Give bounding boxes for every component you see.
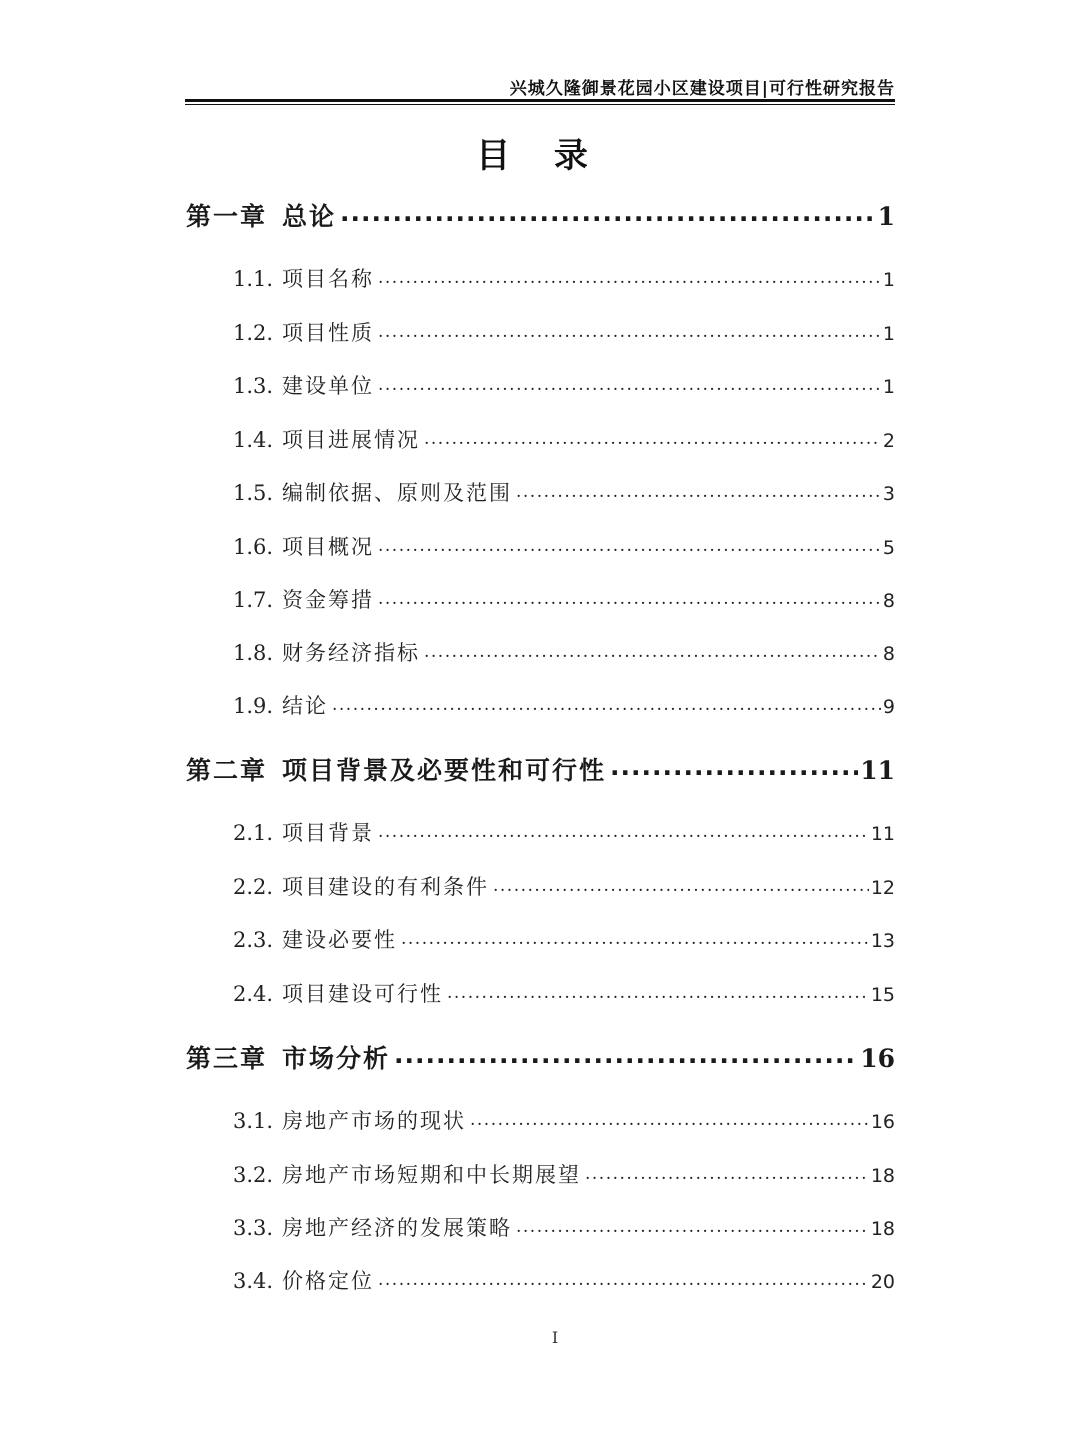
section-number: 1.8. — [233, 641, 274, 665]
dot-leader — [516, 1214, 869, 1235]
section-title: 价格定位 — [282, 1269, 374, 1293]
section-page: 12 — [870, 877, 895, 899]
section-page: 9 — [882, 696, 895, 718]
toc-section-2-2[interactable] — [233, 871, 895, 901]
section-number: 3.4. — [233, 1269, 274, 1293]
toc-title: 目 录 — [476, 136, 604, 176]
dot-leader — [447, 980, 869, 1001]
dot-leader — [332, 692, 881, 713]
chapter-title: 市场分析 — [282, 1044, 391, 1073]
toc-section-3-3[interactable] — [233, 1212, 895, 1242]
chapter-number: 第一章 — [186, 202, 268, 231]
section-number: 2.4. — [233, 982, 274, 1006]
section-title: 资金筹措 — [282, 588, 374, 612]
section-page: 15 — [870, 984, 895, 1006]
section-number: 1.6. — [233, 535, 274, 559]
document-title: 兴城久隆御景花园小区建设项目|可行性研究报告 — [509, 79, 895, 99]
toc-section-1-3[interactable] — [233, 370, 895, 400]
toc-section-1-4[interactable] — [233, 424, 895, 454]
section-number: 1.2. — [233, 321, 274, 345]
chapter-number: 第二章 — [186, 756, 268, 785]
dot-leader — [585, 1161, 869, 1182]
section-number: 1.7. — [233, 588, 274, 612]
toc-section-1-6[interactable] — [233, 531, 895, 561]
section-page: 8 — [882, 590, 895, 612]
section-title: 项目名称 — [282, 267, 374, 291]
section-page: 1 — [882, 269, 895, 291]
section-number: 2.2. — [233, 875, 274, 899]
toc-section-1-8[interactable] — [233, 637, 895, 667]
dot-leader — [378, 319, 881, 340]
section-title: 房地产市场短期和中长期展望 — [282, 1163, 581, 1187]
toc-section-1-5[interactable] — [233, 477, 895, 507]
chapter-page: 1 — [877, 202, 895, 231]
section-title: 建设单位 — [282, 374, 374, 398]
section-page: 1 — [882, 323, 895, 345]
section-title: 财务经济指标 — [282, 641, 420, 665]
chapter-page: 16 — [860, 1044, 895, 1073]
section-page: 5 — [882, 537, 895, 559]
dot-leader — [610, 754, 858, 779]
section-title: 项目建设可行性 — [282, 982, 443, 1006]
toc-section-1-1[interactable] — [233, 263, 895, 293]
toc-chapter-1[interactable] — [186, 197, 895, 233]
section-title: 项目进展情况 — [282, 428, 420, 452]
section-number: 1.9. — [233, 694, 274, 718]
section-page: 13 — [870, 930, 895, 952]
header-divider-thin — [185, 104, 895, 105]
section-number: 1.1. — [233, 267, 274, 291]
section-number: 1.3. — [233, 374, 274, 398]
section-title: 项目概况 — [282, 535, 374, 559]
section-number: 2.3. — [233, 928, 274, 952]
toc-chapter-3[interactable] — [186, 1039, 895, 1075]
section-page: 3 — [882, 483, 895, 505]
toc-section-3-4[interactable] — [233, 1265, 895, 1295]
toc-section-2-1[interactable] — [233, 817, 895, 847]
dot-leader — [401, 926, 869, 947]
section-page: 2 — [882, 430, 895, 452]
dot-leader — [493, 873, 869, 894]
chapter-title: 项目背景及必要性和可行性 — [282, 756, 607, 785]
dot-leader — [516, 479, 881, 500]
dot-leader — [378, 533, 881, 554]
header-divider-thick — [185, 99, 895, 102]
section-title: 结论 — [282, 694, 328, 718]
section-title: 房地产市场的现状 — [282, 1109, 466, 1133]
toc-section-3-1[interactable] — [233, 1105, 895, 1135]
section-page: 16 — [870, 1111, 895, 1133]
section-number: 1.5. — [233, 481, 274, 505]
section-page: 1 — [882, 376, 895, 398]
section-page: 18 — [870, 1218, 895, 1240]
toc-section-3-2[interactable] — [233, 1159, 895, 1189]
section-number: 3.1. — [233, 1109, 274, 1133]
page-number: I — [551, 1328, 559, 1347]
toc-chapter-2[interactable] — [186, 751, 895, 787]
toc-section-1-2[interactable] — [233, 317, 895, 347]
dot-leader — [378, 819, 869, 840]
dot-leader — [424, 639, 881, 660]
section-page: 20 — [870, 1271, 895, 1293]
section-title: 编制依据、原则及范围 — [282, 481, 512, 505]
section-title: 项目性质 — [282, 321, 374, 345]
section-number: 3.3. — [233, 1216, 274, 1240]
chapter-title: 总论 — [282, 202, 337, 231]
section-title: 项目背景 — [282, 821, 374, 845]
section-number: 1.4. — [233, 428, 274, 452]
section-page: 8 — [882, 643, 895, 665]
chapter-number: 第三章 — [186, 1044, 268, 1073]
toc-section-1-7[interactable] — [233, 584, 895, 614]
dot-leader — [394, 1042, 858, 1067]
dot-leader — [378, 372, 881, 393]
toc-section-2-3[interactable] — [233, 924, 895, 954]
section-number: 2.1. — [233, 821, 274, 845]
dot-leader — [378, 265, 881, 286]
dot-leader — [378, 1267, 869, 1288]
chapter-page: 11 — [860, 756, 895, 785]
section-number: 3.2. — [233, 1163, 274, 1187]
dot-leader — [340, 200, 876, 225]
section-title: 建设必要性 — [282, 928, 397, 952]
toc-section-1-9[interactable] — [233, 690, 895, 720]
section-page: 11 — [870, 823, 895, 845]
dot-leader — [424, 426, 881, 447]
dot-leader — [378, 586, 881, 607]
section-title: 房地产经济的发展策略 — [282, 1216, 512, 1240]
toc-section-2-4[interactable] — [233, 978, 895, 1008]
section-page: 18 — [870, 1165, 895, 1187]
dot-leader — [470, 1107, 869, 1128]
section-title: 项目建设的有利条件 — [282, 875, 489, 899]
